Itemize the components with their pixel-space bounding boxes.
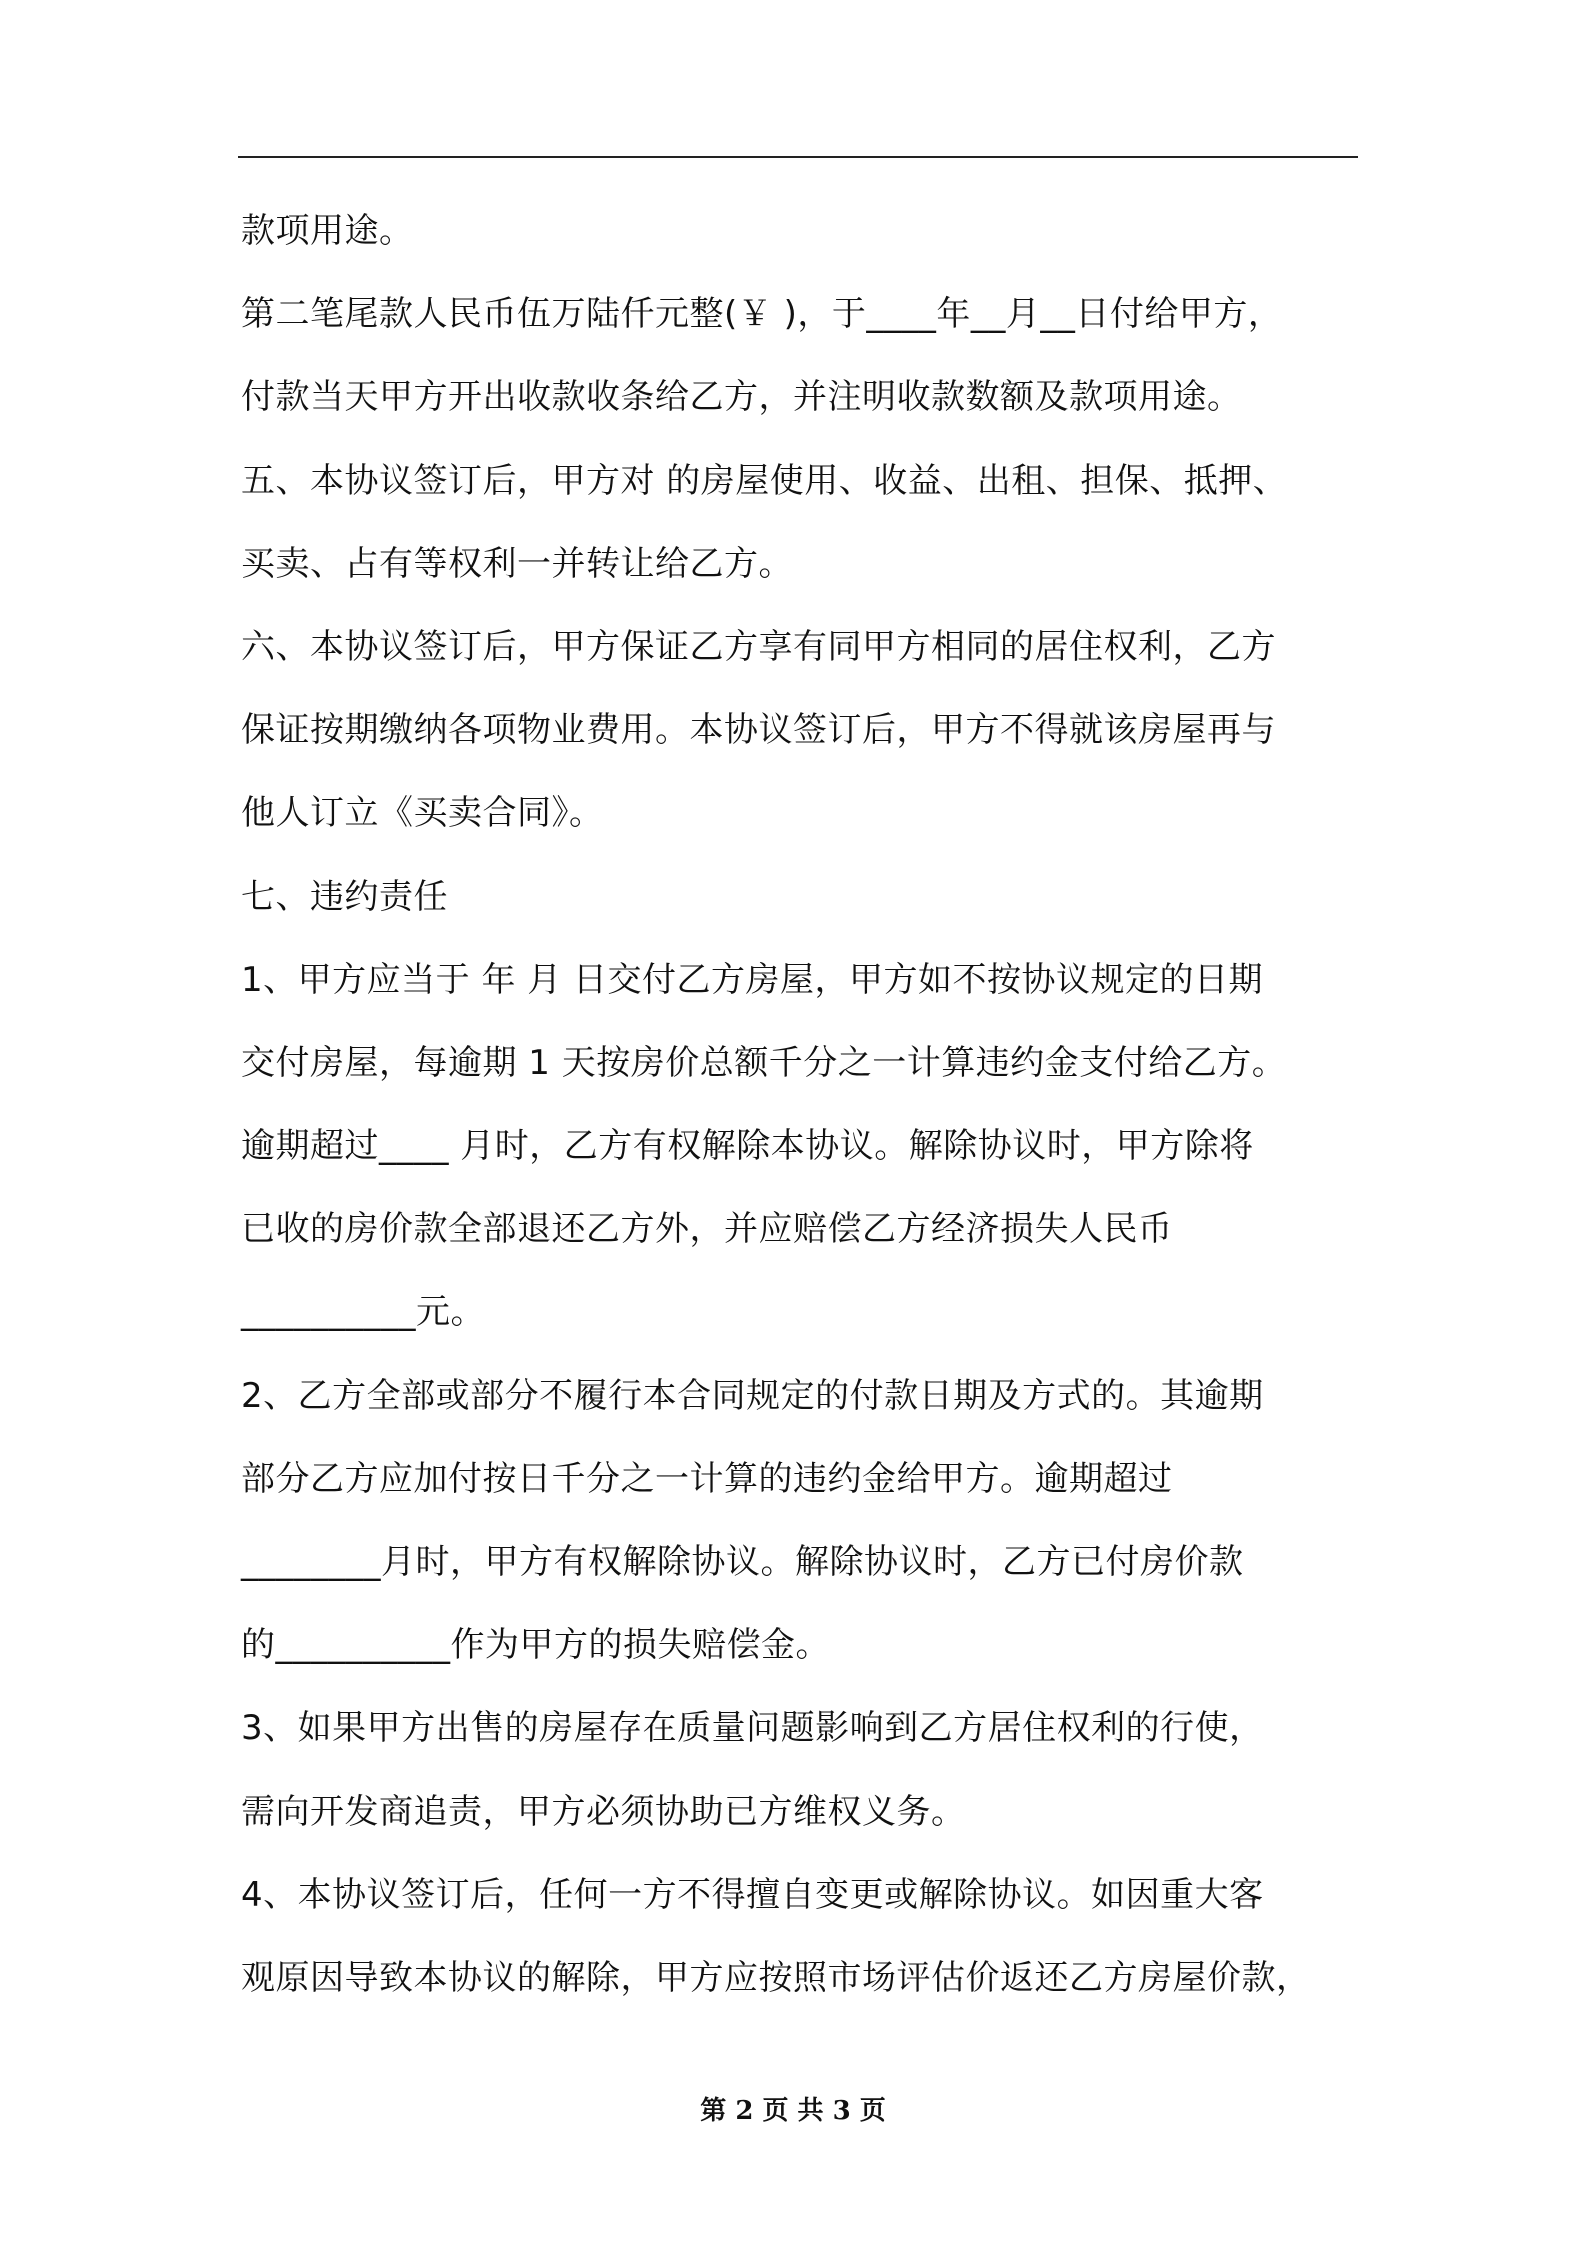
text-line: 五、本协议签订后，甲方对 的房屋使用、收益、出租、担保、抵押、: [241, 460, 1288, 501]
text-line: 的__________作为甲方的损失赔偿金。: [241, 1625, 830, 1666]
text-line: 第二笔尾款人民币伍万陆仟元整(￥ )，于____年__月__日付给甲方，: [241, 294, 1283, 335]
text-line: 交付房屋，每逾期 1 天按房价总额千分之一计算违约金支付给乙方。: [241, 1042, 1287, 1083]
text-line: ________月时，甲方有权解除协议。解除协议时，乙方已付房价款: [241, 1542, 1244, 1582]
text-line: 保证按期缴纳各项物业费用。本协议签订后，甲方不得就该房屋再与: [241, 710, 1276, 751]
text-line: 六、本协议签订后，甲方保证乙方享有同甲方相同的居住权利，乙方: [241, 626, 1276, 667]
text-line: 付款当天甲方开出收款收条给乙方，并注明收款数额及款项用途。: [241, 377, 1242, 418]
text-line: 款项用途。: [241, 211, 414, 251]
section-heading: 七、违约责任: [241, 876, 448, 917]
text-line: 4、本协议签订后，任何一方不得擅自变更或解除协议。如因重大客: [241, 1874, 1264, 1915]
text-line: 已收的房价款全部退还乙方外，并应赔偿乙方经济损失人民币: [241, 1209, 1173, 1250]
text-line: 部分乙方应加付按日千分之一计算的违约金给甲方。逾期超过: [241, 1458, 1173, 1499]
page-number-footer: 第 2 页 共 3 页: [700, 2096, 886, 2126]
text-line: 观原因导致本协议的解除，甲方应按照市场评估价返还乙方房屋价款，: [241, 1957, 1311, 1998]
text-line: 买卖、占有等权利一并转让给乙方。: [241, 543, 793, 584]
text-line: 逾期超过____ 月时，乙方有权解除本协议。解除协议时，甲方除将: [241, 1126, 1254, 1167]
text-line: 3、如果甲方出售的房屋存在质量问题影响到乙方居住权利的行使，: [241, 1708, 1264, 1749]
text-line: __________元。: [241, 1292, 485, 1333]
document-body: [241, 198, 1361, 2028]
text-line: 他人订立《买卖合同》。: [241, 793, 604, 834]
text-line: 1、甲方应当于 年 月 日交付乙方房屋，甲方如不按协议规定的日期: [241, 959, 1264, 1000]
header-rule: [238, 156, 1358, 158]
text-line: 2、乙方全部或部分不履行本合同规定的付款日期及方式的。其逾期: [241, 1375, 1264, 1416]
text-line: 需向开发商追责，甲方必须协助已方维权义务。: [241, 1791, 966, 1832]
